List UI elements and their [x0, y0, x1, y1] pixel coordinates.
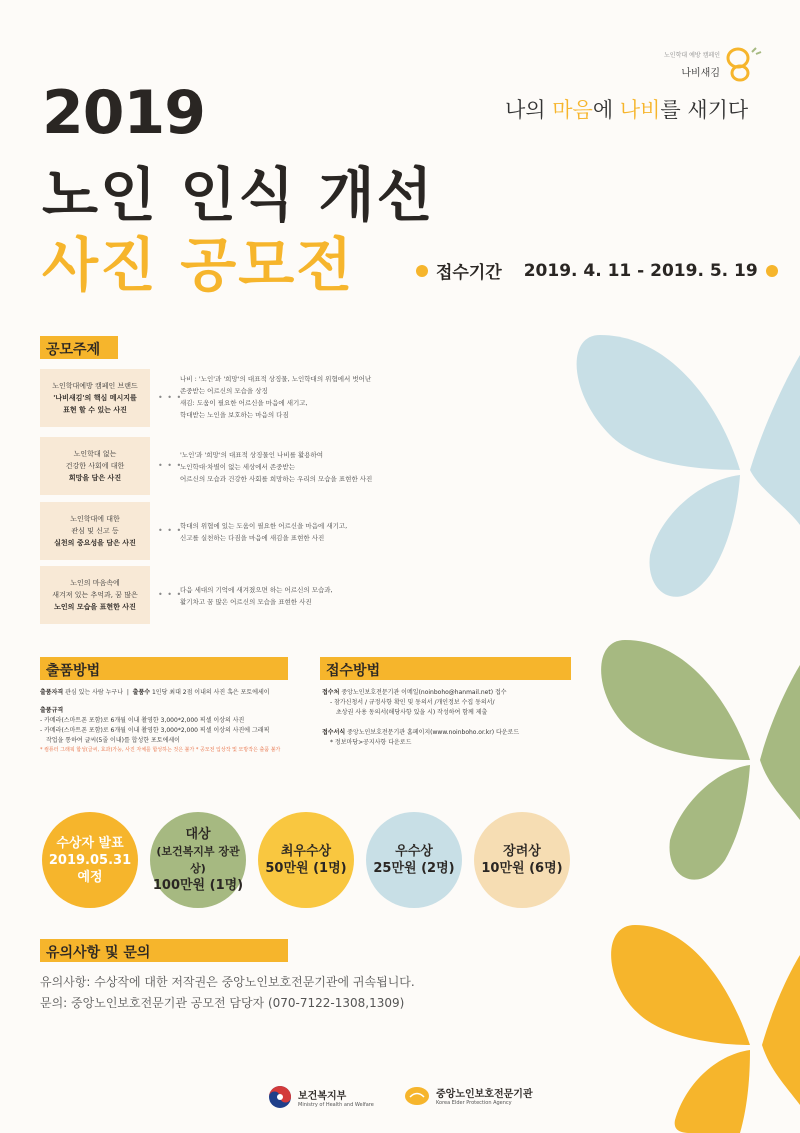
theme-description-line: '노인'과 '희망'의 대표적 상징물인 나비를 활용하여 — [180, 451, 324, 459]
period-label: 접수기간 — [436, 263, 502, 283]
theme-row — [40, 437, 560, 495]
ministry-name-en: Ministry of Health and Welfare — [298, 1101, 374, 1108]
green-butterfly-icon — [590, 625, 800, 895]
value: 관심 있는 사람 누구나 — [65, 689, 123, 696]
agency-name-en: Korea Elder Protection Agency — [436, 1100, 512, 1106]
theme-heading: 공모주제 — [40, 336, 118, 359]
prize-line: 50만원 (1명) — [265, 861, 347, 876]
value: - 카메라(스마트폰 포함)로 6개월 이내 촬영한 3,000*2,000 픽셀 이상의 사진에 그래픽 — [40, 727, 270, 734]
theme-row — [40, 566, 560, 624]
label: 출품수 — [132, 689, 151, 696]
value: 1인당 최대 2점 이내의 사진 혹은 포토에세이 — [151, 689, 270, 696]
title-year: 2019 — [42, 78, 205, 148]
title-line2: 노인 인식 개선 — [42, 161, 435, 229]
theme-description-line: 활기차고 꿈 많은 어르신의 모습을 표현한 사진 — [180, 598, 312, 606]
theme-description — [180, 449, 560, 485]
theme-description-line: 노인학대·차별이 없는 세상에서 존중받는 — [180, 463, 296, 471]
brand-name: 나비새김 — [681, 68, 720, 79]
theme-box-line: 노인학대에 대한 — [70, 515, 120, 523]
value: 중앙노인보호전문기관 홈페이지(www.noinboho.or.kr) 다운로드 — [347, 729, 520, 736]
receipt-heading: 접수방법 — [320, 657, 571, 680]
blue-butterfly-icon — [570, 325, 800, 615]
prize-line: 장려상 — [503, 844, 541, 859]
theme-description-line: 신고를 실천하는 다짐을 마음에 새김을 표현한 사진 — [180, 534, 325, 542]
slogan-part: 에 — [592, 98, 620, 122]
theme-row — [40, 502, 560, 560]
bullet-dot-icon — [416, 265, 428, 277]
theme-box-line: 희망을 담은 사진 — [68, 474, 122, 482]
yellow-butterfly-icon — [600, 915, 800, 1133]
slogan-highlight: 마음 — [552, 98, 593, 122]
method-heading: 출품방법 — [40, 657, 288, 680]
slogan-highlight: 나비 — [619, 98, 661, 122]
receipt-details — [322, 688, 582, 748]
ellipsis-dots-icon: • • • — [158, 526, 183, 535]
title-line3: 사진 공모전 — [42, 231, 355, 299]
agency-logo — [404, 1085, 533, 1106]
theme-description-line: 학대받는 노인을 보호하는 마음의 다짐 — [180, 411, 289, 419]
theme-box — [40, 369, 150, 427]
theme-box-line: 건강한 사회에 대한 — [65, 462, 125, 470]
slogan-part: 나의 — [505, 98, 553, 122]
submission-period — [416, 258, 778, 283]
theme-box-line: 노인학대예방 캠페인 브랜드 — [52, 382, 138, 390]
agency-emblem-icon — [404, 1086, 430, 1106]
theme-box-line: 새겨져 있는 추억과, 꿈 많은 — [52, 591, 138, 599]
prize-line: 예정 — [77, 869, 103, 885]
value: 초상권 사용 동의서(해당사항 있을 시) 작성하여 함께 제출 — [336, 709, 488, 716]
theme-box-line: 실천의 중요성을 담은 사진 — [54, 539, 136, 547]
theme-box-line: 관심 및 신고 등 — [71, 527, 119, 535]
method-eligibility: 출품자격 관심 있는 사람 누구나 | 출품수 1인당 최대 2점 이내의 사진 혹은 포토에세이 — [40, 689, 270, 696]
prize-line: 우수상 — [395, 844, 433, 859]
notice-line: 문의: 중앙노인보호전문기관 공모전 담당자 (070-7122-1308,1309) — [40, 996, 405, 1010]
period-dates: 2019. 4. 11 - 2019. 5. 19 — [523, 260, 758, 281]
label: 출품규격 — [40, 707, 64, 714]
theme-box — [40, 566, 150, 624]
value: 작업을 통하여 글씨(5줄 이내)를 합성한 포토에세이 — [46, 737, 180, 744]
theme-box-line: 표현 할 수 있는 사진 — [63, 406, 127, 414]
ellipsis-dots-icon: • • • — [158, 590, 183, 599]
prize-line: 25만원 (2명) — [373, 861, 455, 876]
notice-heading: 유의사항 및 문의 — [40, 939, 288, 962]
theme-description — [180, 584, 560, 608]
theme-box — [40, 502, 150, 560]
method-warning: * 컴퓨터 그래픽 합성(글씨, 효과)가능, 사진 자체를 합성하는 것은 불가 * 공모전 입상작 및 모방작은 출품 불가 — [40, 747, 281, 753]
prize-circle — [150, 812, 246, 908]
taegeuk-icon — [268, 1085, 292, 1109]
brand-tagline: 노인학대 예방 캠페인 — [664, 52, 720, 59]
prize-line: 최우수상 — [280, 844, 332, 859]
theme-description-line: 새김: 도움이 필요한 어르신을 마음에 새기고, — [180, 399, 308, 407]
prize-circle — [42, 812, 138, 908]
brand-logo — [640, 46, 770, 86]
prize-line: 대상 — [185, 827, 211, 842]
theme-row — [40, 369, 560, 427]
value: 중앙노인보호전문기관 이메일(noinboho@hanmail.net) 접수 — [341, 689, 507, 696]
slogan-part: 를 새기다 — [660, 98, 749, 122]
prize-circle — [258, 812, 354, 908]
ministry-name-ko: 보건복지부 — [298, 1090, 347, 1102]
value: * 정보마당>공지사항 다운로드 — [330, 739, 412, 746]
label: 출품자격 — [40, 689, 64, 696]
theme-description — [180, 373, 560, 421]
theme-box-line: 노인학대 없는 — [73, 450, 117, 458]
theme-box — [40, 437, 150, 495]
prize-line: 10만원 (6명) — [481, 861, 563, 876]
theme-box-line: 노인의 마음속에 — [70, 579, 120, 587]
prize-circle — [474, 812, 570, 908]
theme-description-line: 다음 세대의 기억에 새겨졌으면 하는 어르신의 모습과, — [180, 586, 333, 594]
method-details — [40, 688, 320, 755]
theme-description-line: 존중받는 어르신의 모습을 상징 — [180, 387, 268, 395]
receipt-form — [322, 728, 582, 748]
ellipsis-dots-icon: • • • — [158, 393, 183, 402]
slogan — [505, 94, 748, 124]
value: - 참가신청서 / 규정사항 확인 및 동의서 /개인정보 수집 동의서/ — [330, 699, 495, 706]
butterfly-logo-icon — [724, 46, 764, 82]
theme-description-line: 나비 : '노인'과 '희망'의 대표적 상징물, 노인학대의 위협에서 벗어난 — [180, 375, 372, 383]
theme-description-line: 학대의 위협에 있는 도움이 필요한 어르신을 마음에 새기고, — [180, 522, 348, 530]
prize-line: 2019.05.31 — [48, 852, 132, 868]
notice-line: 유의사항: 수상작에 대한 저작권은 중앙노인보호전문기관에 귀속됩니다. — [40, 975, 415, 989]
theme-description-line: 어르신의 모습과 건강한 사회를 희망하는 우리의 모습을 표현한 사진 — [180, 475, 373, 483]
label: 접수서식 — [322, 729, 346, 736]
prize-line: 100만원 (1명) — [152, 878, 244, 893]
notice-text — [40, 972, 415, 1014]
agency-name-ko: 중앙노인보호전문기관 — [436, 1089, 533, 1100]
ellipsis-dots-icon: • • • — [158, 461, 183, 470]
bullet-dot-icon — [766, 265, 778, 277]
prize-line: (보건복지부 장관상) — [156, 845, 240, 875]
theme-box-line: 노인의 모습을 표현한 사진 — [54, 603, 136, 611]
theme-box-line: '나비새김'의 핵심 메시지를 — [53, 394, 137, 402]
label: 접수처 — [322, 689, 340, 696]
prize-line: 수상자 발표 — [56, 835, 124, 851]
receipt-email — [322, 688, 582, 718]
prize-circle — [366, 812, 462, 908]
ministry-logo — [268, 1085, 374, 1109]
theme-description — [180, 520, 560, 544]
value: - 카메라(스마트폰 포함)로 6개월 이내 촬영한 3,000*2,000 픽셀 이상의 사진 — [40, 717, 245, 724]
method-spec — [40, 706, 320, 746]
